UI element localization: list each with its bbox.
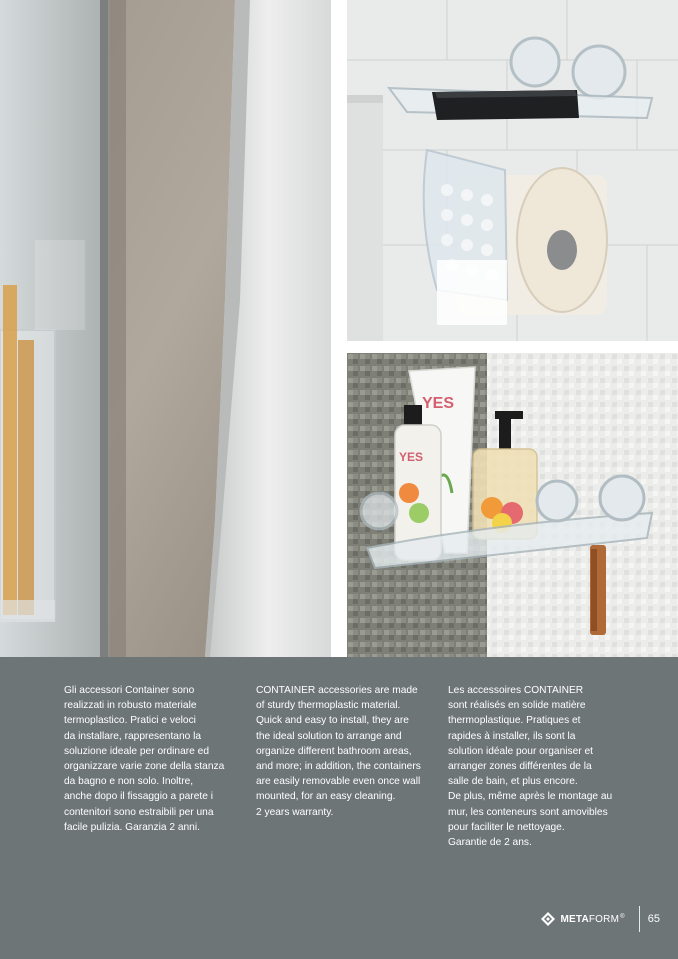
description-italian: Gli accessori Container sono realizzati in robusto materiale termoplastico. Pratici e veloci da installare, rappresentano la soluzione ideale per ordinare ed organizzare varie zone della stanza da bagno e non solo. Inoltre, anche dopo il fissaggio a parete i contenitori sono estraibili per una facile pulizia. Garanzia 2 anni. (64, 685, 225, 833)
brand-name-bold: META (560, 913, 589, 925)
svg-text:YES: YES (422, 395, 455, 412)
page-number: 65 (647, 913, 660, 925)
photo-shower-basket (0, 0, 331, 657)
registered-mark: ® (620, 913, 625, 920)
photo-corner-shelf (347, 353, 678, 657)
footer-divider (639, 906, 640, 932)
metaform-diamond-icon (541, 912, 555, 926)
brand-name-light: FORM (588, 913, 620, 925)
description-french: Les accessoires CONTAINER sont réalisés en solide matière thermoplastique. Pratiques et rapides à installer, ils sont la solution idéale pour organiser et arranger zones différentes de la salle de bain, et plus encore. De plus, même après le montage au mur, les conteneurs sont amovibles pour faciliter le nettoyage. Garantie de 2 ans. (448, 685, 613, 849)
wooden-comb (590, 545, 606, 635)
brand-logo (541, 912, 624, 926)
description-english: CONTAINER accessories are made of sturdy thermoplastic material. Quick and easy to install, they are the ideal solution to arrange and organize different bathroom areas, and more; in addition, the containers are easily removable even once wall mounted, for an easy cleaning. 2 years warranty. (256, 685, 421, 818)
svg-text:YES: YES (399, 450, 424, 464)
photo-paper-holder (347, 0, 678, 341)
page-footer (541, 906, 660, 932)
description-panel (0, 657, 678, 959)
wall-basket (0, 285, 55, 622)
